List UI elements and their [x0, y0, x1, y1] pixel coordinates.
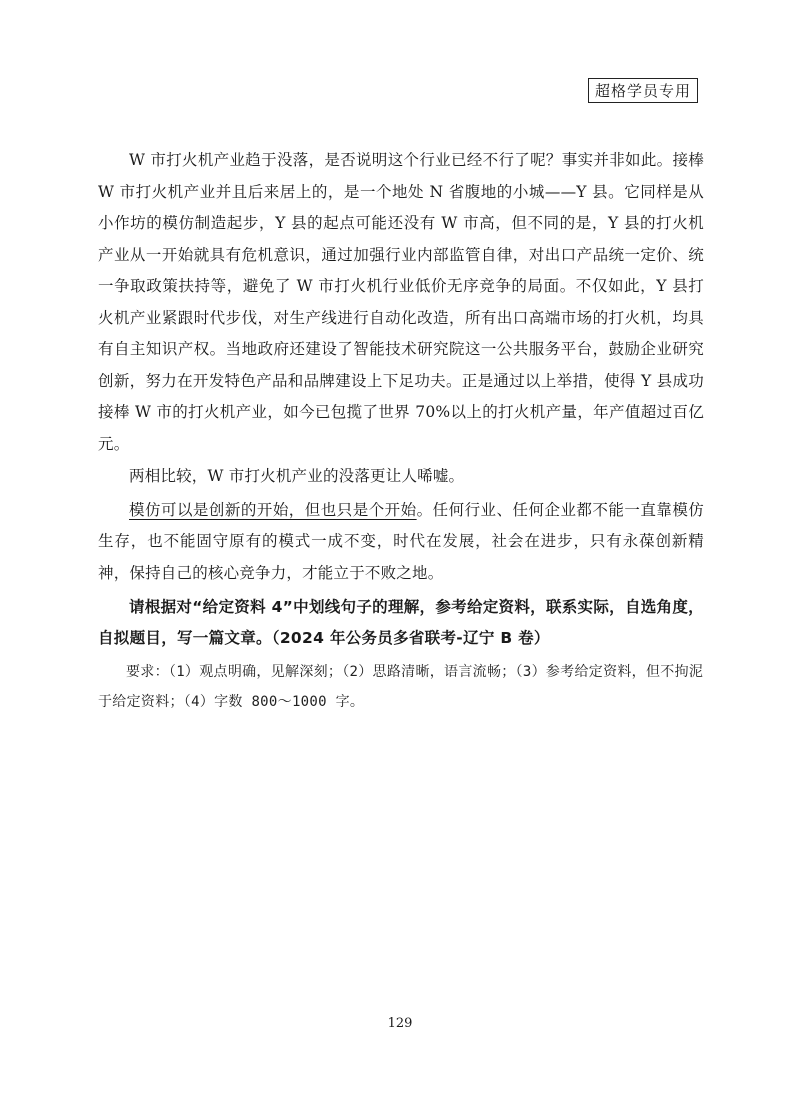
document-body [98, 145, 704, 717]
page-number: 129 [387, 1016, 413, 1031]
essay-question: 请根据对“给定资料 4”中划线句子的理解，参考给定资料，联系实际，自选角度，自拟题目，写一篇文章。（2024 年公务员多省联考-辽宁 B 卷） [98, 597, 704, 647]
material-paragraph-1: W 市打火机产业趋于没落，是否说明这个行业已经不行了呢？事实并非如此。接棒 W 市打火机产业并且后来居上的，是一个地处 N 省腹地的小城——Y 县。它同样是从小作坊的模仿制造起步，Y 县的起点可能还没有 W 市高，但不同的是，Y 县的打火机产业从一开始就具有危机意识，通过加强行业内部监管自律，对出口产品统一定价、统一争取政策扶持等，避免了 W 市打火机行业低价无序竞争的局面。不仅如此，Y 县打火机产业紧跟时代步伐，对生产线进行自动化改造，所有出口高端市场的打火机，均具有自主知识产权。当地政府还建设了智能技术研究院这一公共服务平台，鼓励企业研究创新，努力在开发特色产品和品牌建设上下足功夫。正是通过以上举措，使得 Y 县成功接棒 W 市的打火机产业，如今已包揽了世界 70%以上的打火机产量，年产值超过百亿元。 [98, 151, 704, 453]
essay-requirements: 要求：（1）观点明确，见解深刻；（2）思路清晰，语言流畅；（3）参考给定资料，但不拘泥于给定资料；（4）字数 800～1000 字。 [98, 663, 704, 710]
material-paragraph-3-rest: 。任何行业、任何企业都不能一直靠模仿生存，也不能固守原有的模式一成不变，时代在发展，社会在进步，只有永葆创新精神，保持自己的核心竞争力，才能立于不败之地。 [98, 500, 704, 582]
student-only-badge: 超格学员专用 [588, 78, 698, 103]
material-paragraph-3 [98, 495, 704, 590]
material-paragraph-2: 两相比较，W 市打火机产业的没落更让人唏嘘。 [129, 467, 465, 485]
underlined-sentence: 模仿可以是创新的开始，但也只是个开始 [129, 500, 417, 519]
